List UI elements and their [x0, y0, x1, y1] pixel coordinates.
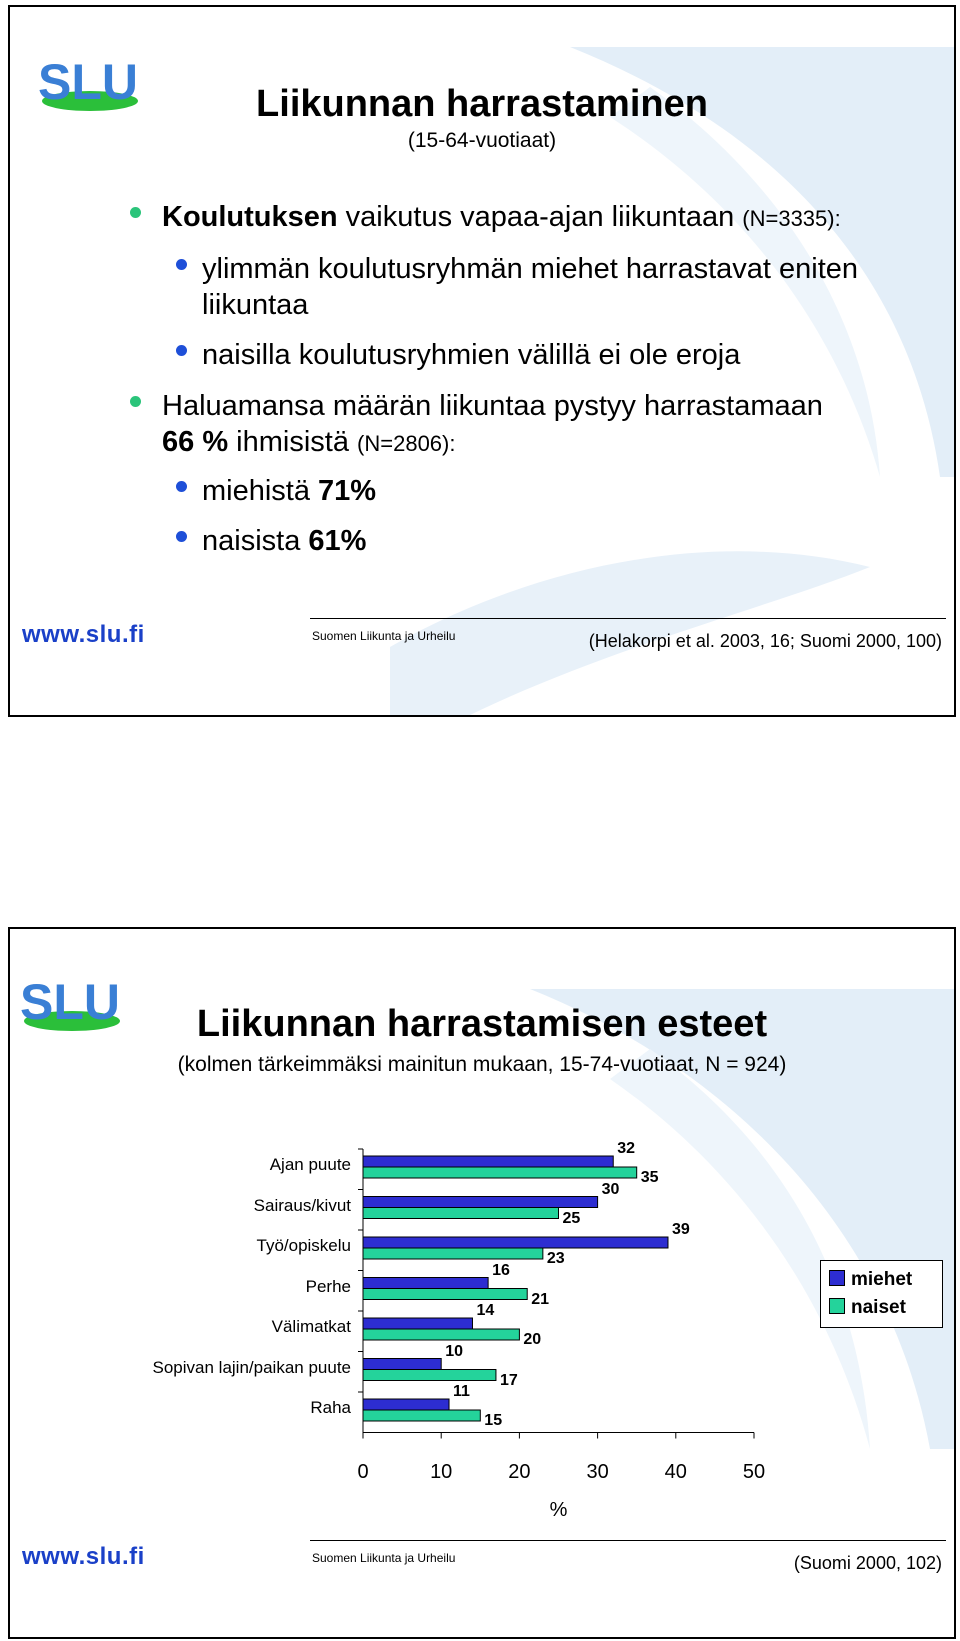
footer-url: www.slu.fi [22, 621, 145, 648]
bar-miehet [363, 1318, 472, 1329]
data-label-miehet: 14 [476, 1302, 495, 1319]
chart-title: Liikunnan harrastamisen esteet [196, 1003, 768, 1045]
data-label-miehet: 11 [453, 1383, 470, 1400]
footer-source: (Suomi 2000, 102) [793, 1553, 942, 1573]
sub-bullet-dot [176, 481, 187, 492]
data-label-miehet: 16 [492, 1261, 510, 1279]
category-label: Sopivan lajin/paikan puute [152, 1357, 351, 1377]
bar-naiset [363, 1329, 519, 1340]
x-tick-label: 50 [742, 1460, 766, 1483]
x-tick-label: 0 [357, 1460, 369, 1483]
footer-divider [310, 618, 946, 619]
sub-bullet-men-percent: miehistä 71% [202, 475, 377, 507]
data-label-miehet: 32 [617, 1140, 636, 1157]
bar-miehet [363, 1359, 441, 1370]
data-label-naiset: 35 [640, 1169, 659, 1186]
footer-source: (Helakorpi et al. 2003, 16; Suomi 2000, 100) [588, 631, 942, 651]
data-label-miehet: 10 [445, 1342, 463, 1360]
sub-bullet-dot [176, 345, 187, 356]
data-label-naiset: 21 [531, 1290, 550, 1308]
x-tick-label: 40 [664, 1460, 687, 1483]
sub-bullet-dot [176, 259, 187, 270]
bullet-education: Koulutuksen vaikutus vapaa-ajan liikuntaan (N=3335): [162, 201, 841, 233]
legend-swatch-miehet [829, 1270, 845, 1286]
svg-text:SLU: SLU [38, 54, 138, 110]
data-label-naiset: 23 [546, 1250, 565, 1267]
data-label-naiset: 15 [484, 1412, 503, 1429]
category-label: Sairaus/kivut [253, 1195, 351, 1215]
bar-miehet [363, 1278, 488, 1289]
chart-legend [820, 1260, 943, 1328]
legend-item-naiset: naiset [829, 1297, 906, 1319]
slide-title: Liikunnan harrastaminen [256, 83, 708, 125]
x-tick-label: 10 [430, 1460, 453, 1483]
category-label: Perhe [305, 1276, 351, 1296]
bar-naiset [363, 1167, 637, 1178]
slide-subtitle: (15-64-vuotiaat) [407, 129, 557, 152]
bullet-desired-exercise: Haluamansa määrän liikuntaa pystyy harrastamaan 66 % ihmisistä (N=2806): [162, 390, 823, 458]
bar-naiset [363, 1208, 559, 1219]
data-label-miehet: 30 [601, 1180, 620, 1198]
bar-naiset [363, 1410, 480, 1421]
category-label: Raha [310, 1398, 351, 1417]
category-label: Välimatkat [271, 1317, 351, 1336]
data-label-naiset: 25 [562, 1209, 581, 1227]
sub-bullet-women-education: naisilla koulutusryhmien välillä ei ole eroja [202, 339, 741, 371]
x-tick-label: 20 [508, 1460, 531, 1483]
bar-naiset [363, 1289, 527, 1300]
footer-organization: Suomen Liikunta ja Urheilu [312, 629, 456, 643]
footer-url: www.slu.fi [22, 1543, 145, 1570]
footer-organization: Suomen Liikunta ja Urheilu [312, 1551, 456, 1565]
legend-swatch-naiset [829, 1298, 845, 1314]
bar-miehet [363, 1156, 613, 1167]
legend-item-miehet: miehet [829, 1269, 912, 1291]
data-label-naiset: 17 [499, 1371, 518, 1389]
slide-1 [8, 5, 956, 717]
chart-subtitle: (kolmen tärkeimmäksi mainitun mukaan, 15-74-vuotiaat, N = 924) [177, 1053, 787, 1076]
bullet-dot [130, 207, 141, 218]
data-label-miehet: 39 [671, 1221, 690, 1238]
bar-miehet [363, 1237, 668, 1248]
x-axis-label: % [549, 1498, 568, 1521]
bullet-dot [130, 396, 141, 407]
footer-divider [310, 1540, 946, 1541]
category-label: Ajan puute [269, 1155, 351, 1174]
x-tick-label: 30 [586, 1460, 609, 1483]
category-label: Työ/opiskelu [256, 1236, 351, 1255]
bar-miehet [363, 1197, 598, 1208]
bar-chart-svg [10, 929, 954, 1529]
data-label-naiset: 20 [523, 1331, 542, 1348]
svg-text:SLU: SLU [20, 974, 120, 1030]
slide-2 [8, 927, 956, 1639]
sub-bullet-dot [176, 531, 187, 542]
bar-miehet [363, 1399, 449, 1410]
bar-naiset [363, 1248, 543, 1259]
sub-bullet-women-percent: naisista 61% [202, 525, 367, 557]
bar-naiset [363, 1370, 496, 1381]
sub-bullet-men-education: ylimmän koulutusryhmän miehet harrastavat eniten liikuntaa [202, 253, 859, 321]
